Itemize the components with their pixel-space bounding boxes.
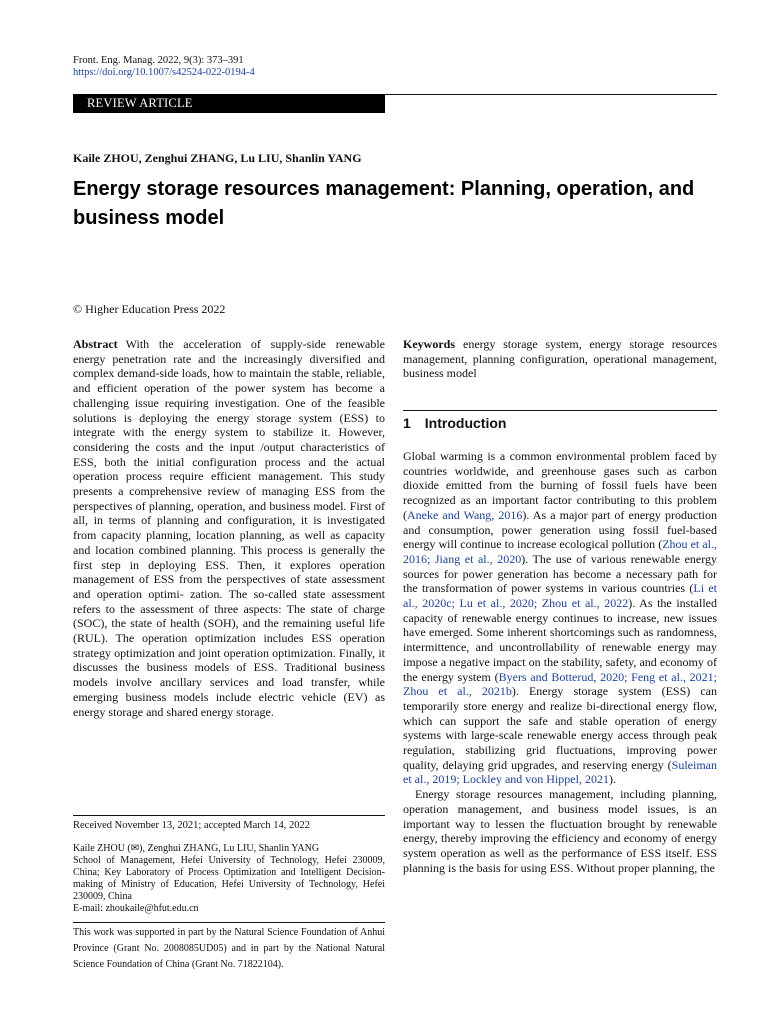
abstract-heading: Abstract xyxy=(73,337,118,351)
envelope-icon: ✉ xyxy=(130,843,140,854)
intro-paragraph-1 xyxy=(403,449,717,787)
section-number: 1 xyxy=(403,415,411,431)
abstract-text: With the acceleration of supply-side renewable energy penetration rate and the increasingly diversified and complex demand-side loads, how to maintain the stable, reliable, and efficient operation of the power system has become a challenging issue requiring investigation. One of the feasible solutions is deploying the energy storage system (ESS) to integrate with the energy system to stabilize it. However, considering the costs and the input /output characteristics of ESS, both the initial configuration process and the actual operation process require efficient management. This study presents a comprehensive review of managing ESS from the perspectives of planning, operation, and business model. First of all, in terms of planning and configuration, it is investigated from capacity planning, location planning, as well as capacity and location combined planning. This process is generally the first step in deploying ESS. Then, it explores operation management of ESS from the perspectives of state assessment and operation optimi- zation. The so-called state assessment refers to the assessment of three aspects: The state of charge (SOC), the state of health (SOH), and the remaining useful life (RUL). The operation optimization includes ESS operation strategy optimization and joint operation optimization. Finally, it discusses the business models of ESS. Traditional business models involve ancillary services and load transfer, while emerging business models include electric vehicle (EV) as energy storage and shared energy storage. xyxy=(73,337,385,719)
intro-text: ). Energy storage system (ESS) can temporarily store energy and realize bi-directional energy flow, which can support the safe and stable operation of energy systems with large-scale renewable energy access through peak regulation, stabilizing grid fluctuations, improving power quality, delaying grid upgrades, and reserving energy ( xyxy=(403,684,717,772)
header-rule xyxy=(385,94,717,95)
received-dates: Received November 13, 2021; accepted March 14, 2022 xyxy=(73,820,311,831)
intro-text: ). The use of various renewable energy sources for power generation has become a necessary path for the transformation of power systems in various countries ( xyxy=(403,551,717,596)
citation-link[interactable]: Li et al., 2020c; Lu et al., 2020; Zhou et al., 2022 xyxy=(403,581,718,611)
journal-reference: Front. Eng. Manag. 2022, 9(3): 373–391 xyxy=(73,55,244,66)
copyright-notice: © Higher Education Press 2022 xyxy=(73,302,226,316)
funding-rule xyxy=(73,922,385,923)
email: E-mail: zhoukaile@hfut.edu.cn xyxy=(73,903,199,914)
keywords-section xyxy=(403,337,717,381)
corresponding-author-block xyxy=(73,843,385,915)
intro-text: Global warming is a common environmental problem faced by countries worldwide, and greenhouse gases such as carbon dioxide emitted from the burning of fossil fuels have been recognized as an important factor contributing to this problem ( xyxy=(403,449,717,522)
author-list: Kaile ZHOU, Zenghui ZHANG, Lu LIU, Shanlin YANG xyxy=(73,151,362,165)
funding-note: This work was supported in part by the Natural Science Foundation of Anhui Province (Grant No. 2008085UD05) and in part by the National Natural Science Foundation of China (Grant No. 71822104). xyxy=(73,927,385,970)
citation-link[interactable]: Aneke and Wang, 2016 xyxy=(407,507,523,522)
intro-text: ). As the installed capacity of renewable energy continues to increase, new issues have emerged. Some inherent shortcomings such as randomness, intermittence, and uncontrollability of renewable energy may impose a negative impact on the stability, safety, and economy of the energy system ( xyxy=(403,596,717,684)
paper-title: Energy storage resources management: Planning, operation, and business model xyxy=(73,178,695,229)
doi-link[interactable]: https://doi.org/10.1007/s42524-022-0194-4 xyxy=(73,67,255,78)
section-rule xyxy=(403,410,717,411)
citation-link[interactable]: Zhou et al., 2016; Jiang et al., 2020 xyxy=(403,537,717,566)
corresponding-authors xyxy=(73,843,385,855)
abstract-section xyxy=(73,337,385,719)
article-type-banner: REVIEW ARTICLE xyxy=(73,94,385,113)
intro-paragraph-2: Energy storage resources management, including planning, operation management, and business model issues, is an important way to lessen the fluctuation brought by renewable energy, thereby improving the efficiency and economy of energy system operation as well as the performance of ESS itself. ESS planning is the basis for using ESS. Without proper planning, the xyxy=(403,787,717,875)
citation-link[interactable]: Byers and Botterud, 2020; Feng et al., 2021; Zhou et al., 2021b xyxy=(403,669,717,699)
section-title: Introduction xyxy=(424,415,507,431)
intro-text: ). xyxy=(608,772,616,787)
keywords-heading: Keywords xyxy=(403,337,455,351)
intro-text: ). As a major part of energy production and consumption, power generation using fossil fuel-based energy will continue to increase ecological pollution ( xyxy=(403,507,718,552)
affiliation: School of Management, Hefei University of Technology, Hefei 230009, China; Key Laboratory of Process Optimization and Intelligent Decision-making of Ministry of Education, Hefei University of Technology, Hefei 230009, China xyxy=(73,855,385,902)
introduction-heading xyxy=(403,414,506,432)
citation-link[interactable]: Suleiman et al., 2019; Lockley and von Hippel, 2021 xyxy=(403,757,717,787)
corresponding-prefix: Kaile ZHOU ( xyxy=(73,843,131,854)
footnote-rule xyxy=(73,815,385,816)
keywords-text: energy storage system, energy storage resources management, planning configuration, operational management, business model xyxy=(403,337,717,381)
corresponding-suffix: ), Zenghui ZHANG, Lu LIU, Shanlin YANG xyxy=(139,843,320,854)
introduction-body xyxy=(403,449,717,875)
